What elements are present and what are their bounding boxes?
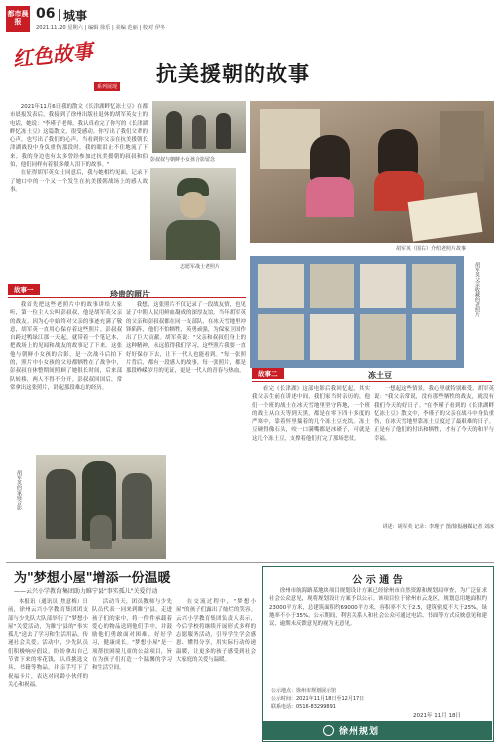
masthead-logo: 都市晨报 [6,6,30,32]
notice-footer [263,721,492,740]
photo-hu-junying [250,101,494,243]
story1-col-1: 我首先把这些老照片中的故事讲给大家听，第一位主人公叫彭叔叔，他是胡军英父亲的战友。因为心中始终对父亲的事迹充满了敬意，胡军英一直用心保存着这些照片。彭叔叔自跨过鸭绿江那一天起，就带着一个笔记本，把战场上的见闻和战友的故事记了下来。这张他与朝鲜小女孩的合影，是一次战斗后拍下的，照片中小女孩的父母都牺牲在了战争中，彭叔叔在休整期间照顾了她很长时间，后来部队转移，两人不得不分开。彭叔叔回国后，常常拿出这张照片，讲起那段难忘的经历。 [10,302,122,391]
bottom-col-3: 在交流过程中，"梦想小屋"的孩子们露出了灿烂的笑容。云兴小学教育集团负责人表示，今后学校将继续开展形式多样的志愿服务活动，引导学生学会感恩、懂得分享，用实际行动传递温暖，让更多的孩子感受到社会大家庭的关爱与温暖。 [176,599,256,664]
headline-banner [6,38,494,100]
intro-text [10,103,148,278]
main-title: 抗美援朝的故事 [156,62,310,86]
series-label: 系列展现 [94,82,120,91]
divider [59,9,60,21]
intro-paragraph-1: 2021年11月6日我的散文《长津湖畔忆冻土豆》在都市晨报发表后，我接到了徐州出版社退休的胡军英女士的电话，她说："李瑾子老师，我认真看完了你写的《长津湖畔忆冻土豆》这篇散文，很受感动。你写出了我们父辈的心声，也写出了我们的心声。当看到你父亲在抗美援朝长津湖战役中身负重伤那段时，我的眼泪止不住地流了下来。我的身边也有太多曾经参加过抗美援朝的叔叔和伯伯，他们同样有着很多催人泪下的故事。" [10,104,148,169]
masthead [6,6,494,34]
bottom-subtitle: ——云兴小学教育集团助力睢宁县"事实孤儿"关爱行动 [14,588,158,595]
calligraphy-title: 红色故事 [11,39,94,72]
caption-hu-junying: 胡军英（围右）介绍老照片故事 [396,246,467,252]
notice-footer-label: 徐州规划 [339,727,380,737]
date-line: 2021.11.20 星期六 | 编辑 徐乐 | 美编 范丽 | 校对 伊冬 [36,25,166,31]
section-divider [6,562,494,563]
story2-title: 冻土豆 [368,371,392,380]
story2-col-1: 看完《长津湖》这部电影后我回忆起，其实我父亲生前在讲述中间，我们家当时亲历的，他们一个班的战士在冰天雪地里坚守阵地，一个班的战士从白天等到天黑，都是在零下四十多度的严寒中，靠着怀里揣着的几个冻土豆充饥。冻土豆硬得像石头，咬一口满嘴都是冰碴子，可就是这几个冻土豆，支撑着他们打完了那场恶仗。 [252,386,370,442]
notice-date: 2021年 11月 18日 [413,713,461,719]
story2-signature: 讲述：胡军英 记录：李瑾子 图/徐报融媒记者 刘冰 [382,524,494,530]
story1-col-2: 我想，这张照片不仅记录了一段战友情，也见证了中朝人民用鲜血凝成的深厚友谊。当年胡军英的父亲和彭叔叔都在同一支部队，在冰天雪地里冲锋陷阵，他们不怕牺牲，英勇顽强，为保家卫国作出了巨大贡献。胡军英说："父亲和叔叔们身上的这种精神，永远值得我们学习，这些照片我要一直好好保存下去，让下一代人也能看到。"每一张照片背后，都有一段感人的故事，每一张照片，都是那段峥嵘岁月的见证，更是一代人的青春与热血。 [126,302,246,375]
bottom-col-2: 活动当天，团员教师与少先队员代表一同来到睢宁县，走进孩子们的家中，将一件件承载着爱心的物品送到他们手中，并鼓励他们勇敢面对困难，好好学习，健康成长。"梦想小屋"是一项帮扶困境儿童的公益项目，旨在为孩子们打造一个温馨的学习和生活空间。 [92,599,172,672]
story2-col-2: 一想起这些情景，我心里就特别难受。胡军英说："我父亲常说，没有那些牺牲的战友，就没有我们今天的好日子。"在李瑾子看到的《长津湖畔忆冻土豆》散文中，李瑾子的父亲在战斗中身负重伤，在冰天雪地里靠冻土豆度过了最艰难的日子。正是有了他们的付出和牺牲，才有了今天的和平与幸福。 [374,386,494,442]
planning-logo-icon [323,725,334,736]
photo-old-collection [250,256,464,368]
notice-box [262,566,494,742]
intro-paragraph-2: 在征得胡军英女士同意后，我与她相约见面，记录下了她口中的一个又一个发生在抗美援朝战场上的感人故事。 [10,170,148,193]
story1-tag-label: 故事一 [8,284,40,295]
caption-girl: 彭叔叔与朝鲜小女孩合影留念 [150,157,216,163]
section-name: 城事 [63,9,88,23]
story2-tag-label: 故事二 [252,368,284,379]
photo-portrait [150,168,236,260]
notice-contact-2: 公示时间：2021年11月18日至12月17日 [271,696,365,702]
notice-contact-1: 公示地点：徐州市规划展示馆 [271,688,337,694]
notice-contact-3: 联系电话：0516-83299891 [271,704,336,710]
notice-body: 徐州市航海路某地块项目规划设计方案已经徐州市自然资源和规划局审查，为广泛征求社会公众意见，现将规划设计方案予以公示。该项目位于徐州市云龙区，规划总用地面积约23000平方米，总建筑面积约69000平方米，容积率不大于2.5，建筑密度不大于25%，绿地率不小于35%。公示期间，利害关系人和社会公众可通过电话、书面等方式反映意见和建议，逾期未反馈意见的视为无意见。 [269,588,487,628]
bottom-col-1: 本报讯（通讯员 焦意梅）日前，徐州云兴小学教育集团团支部与少先队大队部举行了"梦想小屋"关爱活动，为睢宁县的"事实孤儿"送去了学习和生活用品，传递社会关爱。活动中，少先队员们积极响应倡议，纷纷拿出自己节省下来的零花钱，认真挑选文具、书籍等物品，并亲手写下了祝福卡片，表达对同龄小伙伴的关心和祝福。 [8,599,88,688]
caption-old-collection: 胡军英父亲收藏的老照片 [474,262,480,317]
story1-title: 珍贵的照片 [110,290,150,299]
bottom-headline: 为"梦想小屋"增添一份温暖 [14,571,171,586]
caption-portrait: 志愿军战士老照片 [180,264,221,270]
photo-girl [152,101,246,153]
caption-family: 胡军英的家庭合影 [16,470,22,510]
notice-title: 公 示 通 告 [352,575,403,586]
photo-family [36,455,166,559]
page-number: 06 [36,6,56,22]
